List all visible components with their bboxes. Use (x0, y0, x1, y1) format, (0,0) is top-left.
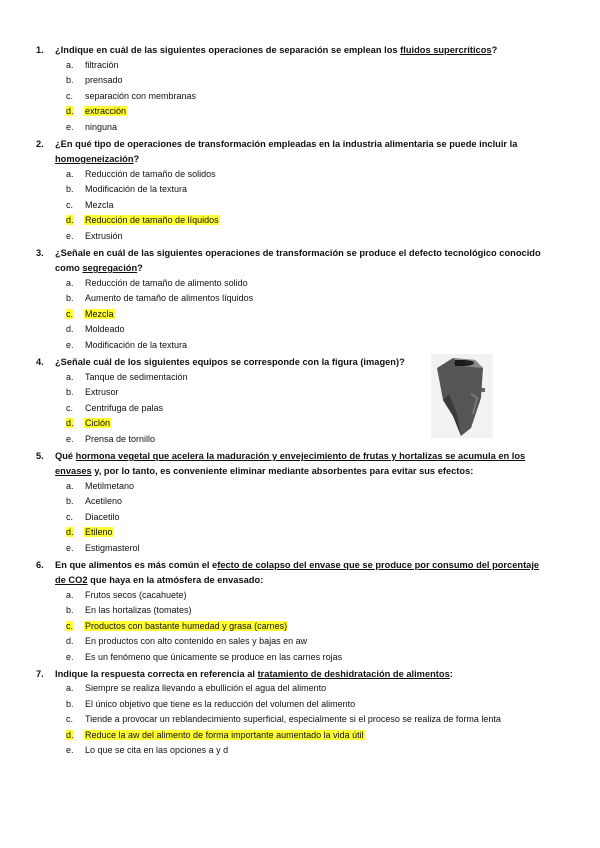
option-text: Tanque de sedimentación (85, 372, 188, 382)
option-7b[interactable]: b. El único objetivo que tiene es la reducción del volumen del alimento (66, 699, 356, 709)
question-number: 2. (36, 139, 44, 149)
option-text-highlighted: Reducción de tamaño de líquidos (85, 215, 219, 225)
option-text-highlighted: Ciclón (85, 418, 111, 428)
option-text: Modificación de la textura (85, 340, 188, 350)
question-text: ¿Indique en cuál de las siguientes operaciones de separación se emplean los fluidos supercríticos? (55, 45, 498, 55)
option-text: Extrusor (85, 387, 119, 397)
option-2e[interactable]: e. Extrusión (66, 231, 123, 241)
option-3d[interactable]: d. Moldeado (66, 324, 125, 334)
option-text-highlighted: extracción (85, 106, 127, 116)
option-text: Estigmasterol (85, 543, 140, 553)
option-text: Acetileno (85, 496, 123, 506)
option-4d[interactable]: d. Ciclón (66, 418, 111, 428)
option-7d[interactable]: d. Reduce la aw del alimento de forma importante aumentado la vida útil (66, 730, 364, 740)
option-text: ninguna (85, 122, 118, 132)
option-text: Diacetilo (85, 512, 120, 522)
option-3a[interactable]: a. Reducción de tamaño de alimento solido (66, 278, 248, 288)
question-text-line1: ¿En qué tipo de operaciones de transformación empleadas en la industria alimentaria se puede incluir la (55, 139, 518, 149)
option-text: Reducción de tamaño de alimento solido (85, 278, 248, 288)
option-text: Es un fenómeno que únicamente se produce en las carnes rojas (85, 652, 343, 662)
option-text-highlighted: Mezcla (85, 309, 114, 319)
option-text: Reducción de tamaño de solidos (85, 169, 216, 179)
option-text: Moldeado (85, 324, 125, 334)
option-text: Mezcla (85, 200, 114, 210)
option-6d[interactable]: d. En productos con alto contenido en sales y bajas en aw (66, 636, 308, 646)
option-5e[interactable]: e. Estigmasterol (66, 543, 140, 553)
question-text-line1: En que alimentos es más común el efecto de colapso del envase que se produce por consumo del porcentaje (55, 560, 540, 570)
option-2b[interactable]: b. Modificación de la textura (66, 184, 188, 194)
option-text: prensado (85, 75, 123, 85)
question-text: ¿Señale cuál de los siguientes equipos se corresponde con la figura (imagen)? (55, 357, 405, 367)
option-4e[interactable]: e. Prensa de tornillo (66, 434, 156, 444)
option-7a[interactable]: a. Siempre se realiza llevando a ebullición el agua del alimento (66, 683, 327, 693)
question-number: 1. (36, 45, 44, 55)
option-1c[interactable]: c. separación con membranas (66, 91, 197, 101)
option-text-highlighted: Productos con bastante humedad y grasa (carnes) (85, 621, 288, 631)
question-number: 6. (36, 560, 44, 570)
option-1a[interactable]: a. filtración (66, 60, 119, 70)
option-text: Aumento de tamaño de alimentos líquidos (85, 293, 254, 303)
option-3e[interactable]: e. Modificación de la textura (66, 340, 188, 350)
option-text: separación con membranas (85, 91, 197, 101)
question-number: 4. (36, 357, 44, 367)
option-text: Tiende a provocar un reblandecimiento superficial, especialmente si el proceso se realiza de forma lenta (85, 714, 501, 724)
option-3b[interactable]: b. Aumento de tamaño de alimentos líquidos (66, 293, 254, 303)
option-4b[interactable]: b. Extrusor (66, 387, 119, 397)
question-text: Indique la respuesta correcta en referencia al tratamiento de deshidratación de alimentos: (55, 669, 453, 679)
option-text: En las hortalizas (tomates) (85, 605, 192, 615)
option-7c[interactable]: c. Tiende a provocar un reblandecimiento superficial, especialmente si el proceso se realiza de forma lenta (66, 714, 501, 724)
option-2d[interactable]: d. Reducción de tamaño de líquidos (66, 215, 219, 225)
option-2a[interactable]: a. Reducción de tamaño de solidos (66, 169, 216, 179)
option-7e[interactable]: e. Lo que se cita en las opciones a y d (66, 745, 229, 755)
option-text: Frutos secos (cacahuete) (85, 590, 187, 600)
option-5b[interactable]: b. Acetileno (66, 496, 123, 506)
question-number: 7. (36, 669, 44, 679)
option-text-highlighted: Reduce la aw del alimento de forma importante aumentado la vida útil (85, 730, 364, 740)
option-2c[interactable]: c. Mezcla (66, 200, 114, 210)
option-text: Lo que se cita en las opciones a y d (85, 745, 229, 755)
option-6e[interactable]: e. Es un fenómeno que únicamente se produce en las carnes rojas (66, 652, 343, 662)
option-6c[interactable]: c. Productos con bastante humedad y grasa (carnes) (66, 621, 288, 631)
option-3c[interactable]: c. Mezcla (66, 309, 114, 319)
option-5a[interactable]: a. Metilmetano (66, 481, 135, 491)
option-text-highlighted: Etileno (85, 527, 113, 537)
question-text-line2: homogeneización? (55, 154, 140, 164)
option-text: Prensa de tornillo (85, 434, 156, 444)
option-text: Metilmetano (85, 481, 135, 491)
question-text-line2: como segregación? (55, 263, 143, 273)
question-text-line2: de CO2 que haya en la atmósfera de envasado: (55, 575, 264, 585)
option-1d[interactable]: d. extracción (66, 106, 127, 116)
option-text: Modificación de la textura (85, 184, 188, 194)
option-text: Siempre se realiza llevando a ebullición el agua del alimento (85, 683, 327, 693)
option-text: Extrusión (85, 231, 123, 241)
option-4c[interactable]: c. Centrifuga de palas (66, 403, 164, 413)
option-text: En productos con alto contenido en sales y bajas en aw (85, 636, 308, 646)
option-text: Centrifuga de palas (85, 403, 164, 413)
option-text: El único objetivo que tiene es la reducción del volumen del alimento (85, 699, 356, 709)
question-number: 5. (36, 451, 44, 461)
option-6a[interactable]: a. Frutos secos (cacahuete) (66, 590, 187, 600)
option-1e[interactable]: e. ninguna (66, 122, 118, 132)
option-1b[interactable]: b. prensado (66, 75, 123, 85)
question-number: 3. (36, 248, 44, 258)
option-4a[interactable]: a. Tanque de sedimentación (66, 372, 188, 382)
question-text-line1: ¿Señale en cuál de las siguientes operaciones de transformación se produce el defecto tecnológico conocido (55, 248, 541, 258)
option-5c[interactable]: c. Diacetilo (66, 512, 120, 522)
option-text: filtración (85, 60, 119, 70)
question-text-line2: envases y, por lo tanto, es conveniente eliminar mediante absorbentes para evitar sus efectos: (55, 466, 474, 476)
question-text-line1: Qué hormona vegetal que acelera la maduración y envejecimiento de frutas y hortalizas se acumula en los (55, 451, 526, 461)
option-5d[interactable]: d. Etileno (66, 527, 113, 537)
option-6b[interactable]: b. En las hortalizas (tomates) (66, 605, 192, 615)
